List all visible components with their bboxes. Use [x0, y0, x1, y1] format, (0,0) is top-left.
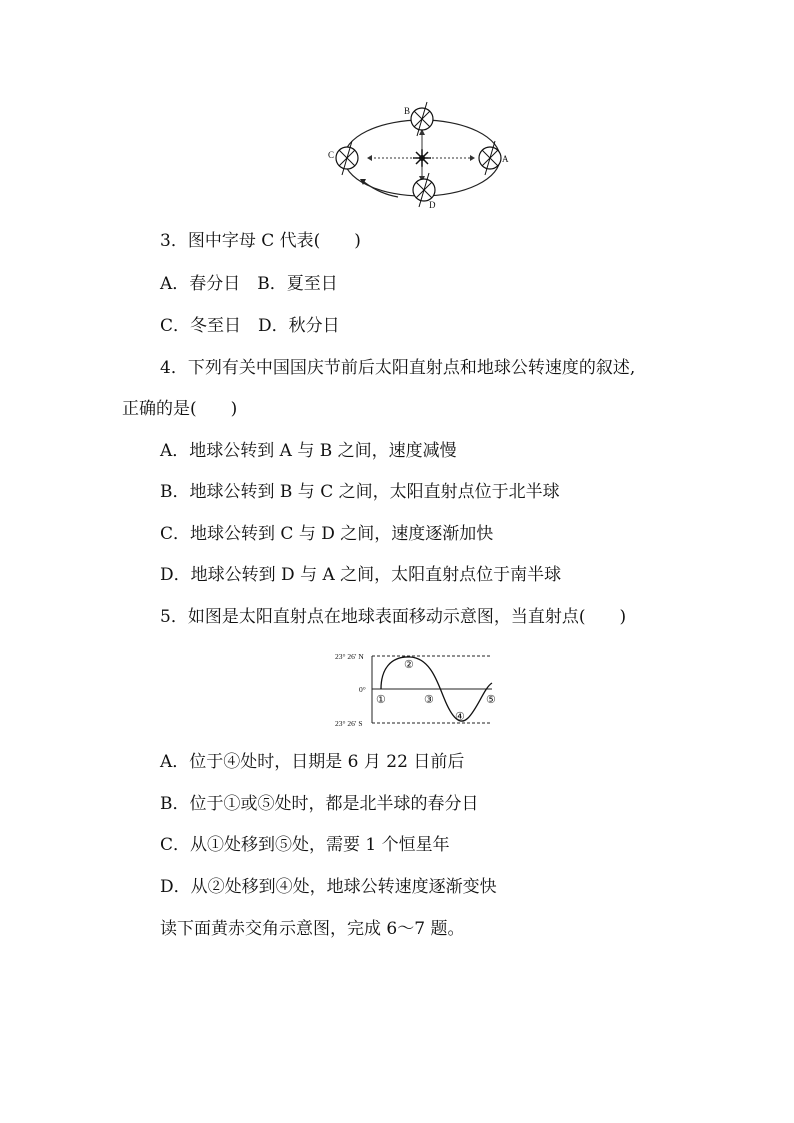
- label-b: B: [404, 106, 411, 116]
- wave-point-2: ②: [404, 659, 414, 671]
- wave-point-5: ⑤: [486, 694, 496, 706]
- q5-option-b: B．位于①或⑤处时，都是北半球的春分日: [160, 794, 479, 814]
- q4-stem-line-1: 4．下列有关中国国庆节前后太阳直射点和地球公转速度的叙述,: [160, 358, 636, 378]
- label-equator: 0°: [359, 685, 366, 694]
- earth-orbit-diagram: [0, 0, 794, 230]
- label-c: C: [328, 150, 335, 160]
- q4-option-b: B．地球公转到 B 与 C 之间，太阳直射点位于北半球: [160, 482, 560, 502]
- instruction-6-7: 读下面黄赤交角示意图，完成 6～7 题。: [160, 919, 465, 939]
- q5-option-a: A．位于④处时，日期是 6 月 22 日前后: [160, 752, 465, 772]
- q5-option-c: C．从①处移到⑤处，需要 1 个恒星年: [160, 835, 450, 855]
- q5-stem: 5．如图是太阳直射点在地球表面移动示意图，当直射点( ): [160, 607, 627, 627]
- q4-option-d: D．地球公转到 D 与 A 之间，太阳直射点位于南半球: [160, 565, 562, 585]
- q5-option-d: D．从②处移到④处，地球公转速度逐渐变快: [160, 877, 497, 897]
- q3-option-line-1: A．春分日 B．夏至日: [160, 274, 338, 294]
- q4-option-c: C．地球公转到 C 与 D 之间，速度逐渐加快: [160, 524, 494, 544]
- wave-point-4: ④: [455, 711, 465, 723]
- q4-option-a: A．地球公转到 A 与 B 之间，速度减慢: [160, 441, 457, 461]
- q4-stem-line-2: 正确的是( ): [122, 399, 238, 419]
- wave-point-1: ①: [376, 694, 386, 706]
- label-lat-south: 23° 26′ S: [335, 719, 363, 728]
- q3-stem: 3．图中字母 C 代表( ): [160, 231, 361, 251]
- earth-position-a: [479, 141, 501, 175]
- label-d: D: [429, 200, 436, 210]
- label-lat-north: 23° 26′ N: [335, 652, 364, 661]
- q3-option-line-2: C．冬至日 D．秋分日: [160, 316, 340, 336]
- wave-point-3: ③: [424, 694, 434, 706]
- label-a: A: [502, 154, 509, 164]
- solar-point-movement-diagram: [0, 648, 794, 748]
